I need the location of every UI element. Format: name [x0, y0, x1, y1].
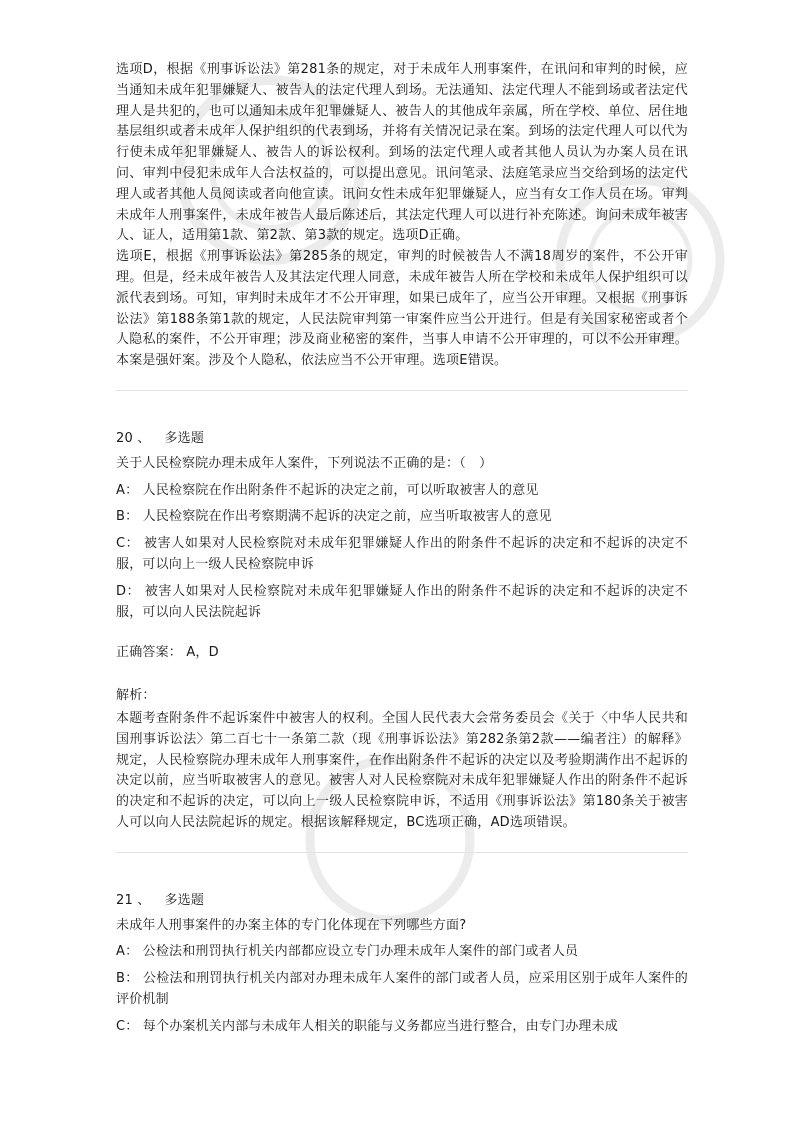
question-number: 20 、	[116, 430, 151, 446]
question-21	[116, 891, 688, 1038]
question-number: 21 、	[116, 892, 151, 908]
explanation-option-d: 选项D，根据《刑事诉讼法》第281条的规定，对于未成年人刑事案件，在讯问和审判的时候，应当通知未成年犯罪嫌疑人、被告人的法定代理人到场。无法通知、法定代理人不能到场或者法定代理人是共犯的，也可以通知未成年犯罪嫌疑人、被告人的其他成年亲属，所在学校、单位、居住地基层组织或者未成年人保护组织的代表到场，并将有关情况记录在案。到场的法定代理人可以代为行使未成年犯罪嫌疑人、被告人的诉讼权利。到场的法定代理人或者其他人员认为办案人员在讯问、审判中侵犯未成年人合法权益的，可以提出意见。讯问笔录、法庭笔录应当交给到场的法定代理人或者其他人员阅读或者向他宣读。讯问女性未成年犯罪嫌疑人，应当有女工作人员在场。审判未成年人刑事案件，未成年被告人最后陈述后，其法定代理人可以进行补充陈述。询问未成年被害人、证人，适用第1款、第2款、第3款的规定。选项D正确。	[116, 62, 688, 244]
explanation-option-e: 选项E，根据《刑事诉讼法》第285条的规定，审判的时候被告人不满18周岁的案件，不公开审理。但是，经未成年被告人及其法定代理人同意，未成年被告人所在学校和未成年人保护组织可以派代表到场。可知，审判时未成年才不公开审理，如果已成年了，应当公开审理。又根据《刑事诉讼法》第188条第1款的规定，人民法院审判第一审案件应当公开进行。但是有关国家秘密或者个人隐私的案件，不公开审理；涉及商业秘密的案件，当事人申请不公开审理的，可以不公开审理。本案是强奸案。涉及个人隐私，依法应当不公开审理。选项E错误。	[116, 249, 688, 369]
section-divider	[116, 390, 688, 391]
option-a: A： 公检法和刑罚执行机关内部都应设立专门办理未成年人案件的部门或者人员	[116, 944, 579, 960]
analysis-text: 本题考查附条件不起诉案件中被害人的权利。全国人民代表大会常务委员会《关于〈中华人民共和国刑事诉讼法〉第二百七十一条第二款（现《刑事诉讼法》第282条第2款——编者注）的解释》规定，人民检察院办理未成年人刑事案件，在作出附条件不起诉的决定以及考验期满作出不起诉的决定以前，应当听取被害人的意见。被害人对人民检察院对未成年犯罪嫌疑人作出的附条件不起诉的决定和不起诉的决定，可以向上一级人民检察院申诉，不适用《刑事诉讼法》第180条关于被害人可以向人民法院起诉的规定。根据该解释规定，BC选项正确，AD选项错误。	[116, 710, 688, 830]
option-b: B： 公检法和刑罚执行机关内部对办理未成年人案件的部门或者人员，应采用区别于成年人案件的评价机制	[116, 971, 688, 1007]
analysis-title: 解析：	[116, 688, 156, 704]
question-header	[116, 429, 688, 450]
option-d: D： 被害人如果对人民检察院对未成年犯罪嫌疑人作出的附条件不起诉的决定和不起诉的决定不服，可以向人民法院起诉	[116, 583, 688, 620]
document-body	[116, 60, 688, 1037]
question-stem: 未成年人刑事案件的办案主体的专门化体现在下列哪些方面?	[116, 917, 467, 933]
option-c: C： 每个办案机关内部与未成年人相关的职能与义务都应当进行整合，由专门办理未成	[116, 1018, 619, 1034]
question-header	[116, 891, 688, 912]
option-a: A： 人民检察院在作出附条件不起诉的决定之前，可以听取被害人的意见	[116, 482, 539, 498]
option-c: C： 被害人如果对人民检察院对未成年犯罪嫌疑人作出的附条件不起诉的决定和不起诉的决定不服，可以向上一级人民检察院申诉	[116, 536, 688, 572]
correct-answer: 正确答案： A，D	[116, 645, 219, 661]
question-20	[116, 429, 688, 834]
question-type: 多选题	[164, 892, 205, 908]
question-type: 多选题	[164, 430, 205, 446]
question-stem: 关于人民检察院办理未成年人案件，下列说法不正确的是：（ ）	[116, 455, 493, 471]
section-divider	[116, 852, 688, 853]
option-b: B： 人民检察院在作出考察期满不起诉的决定之前，应当听取被害人的意见	[116, 509, 552, 525]
